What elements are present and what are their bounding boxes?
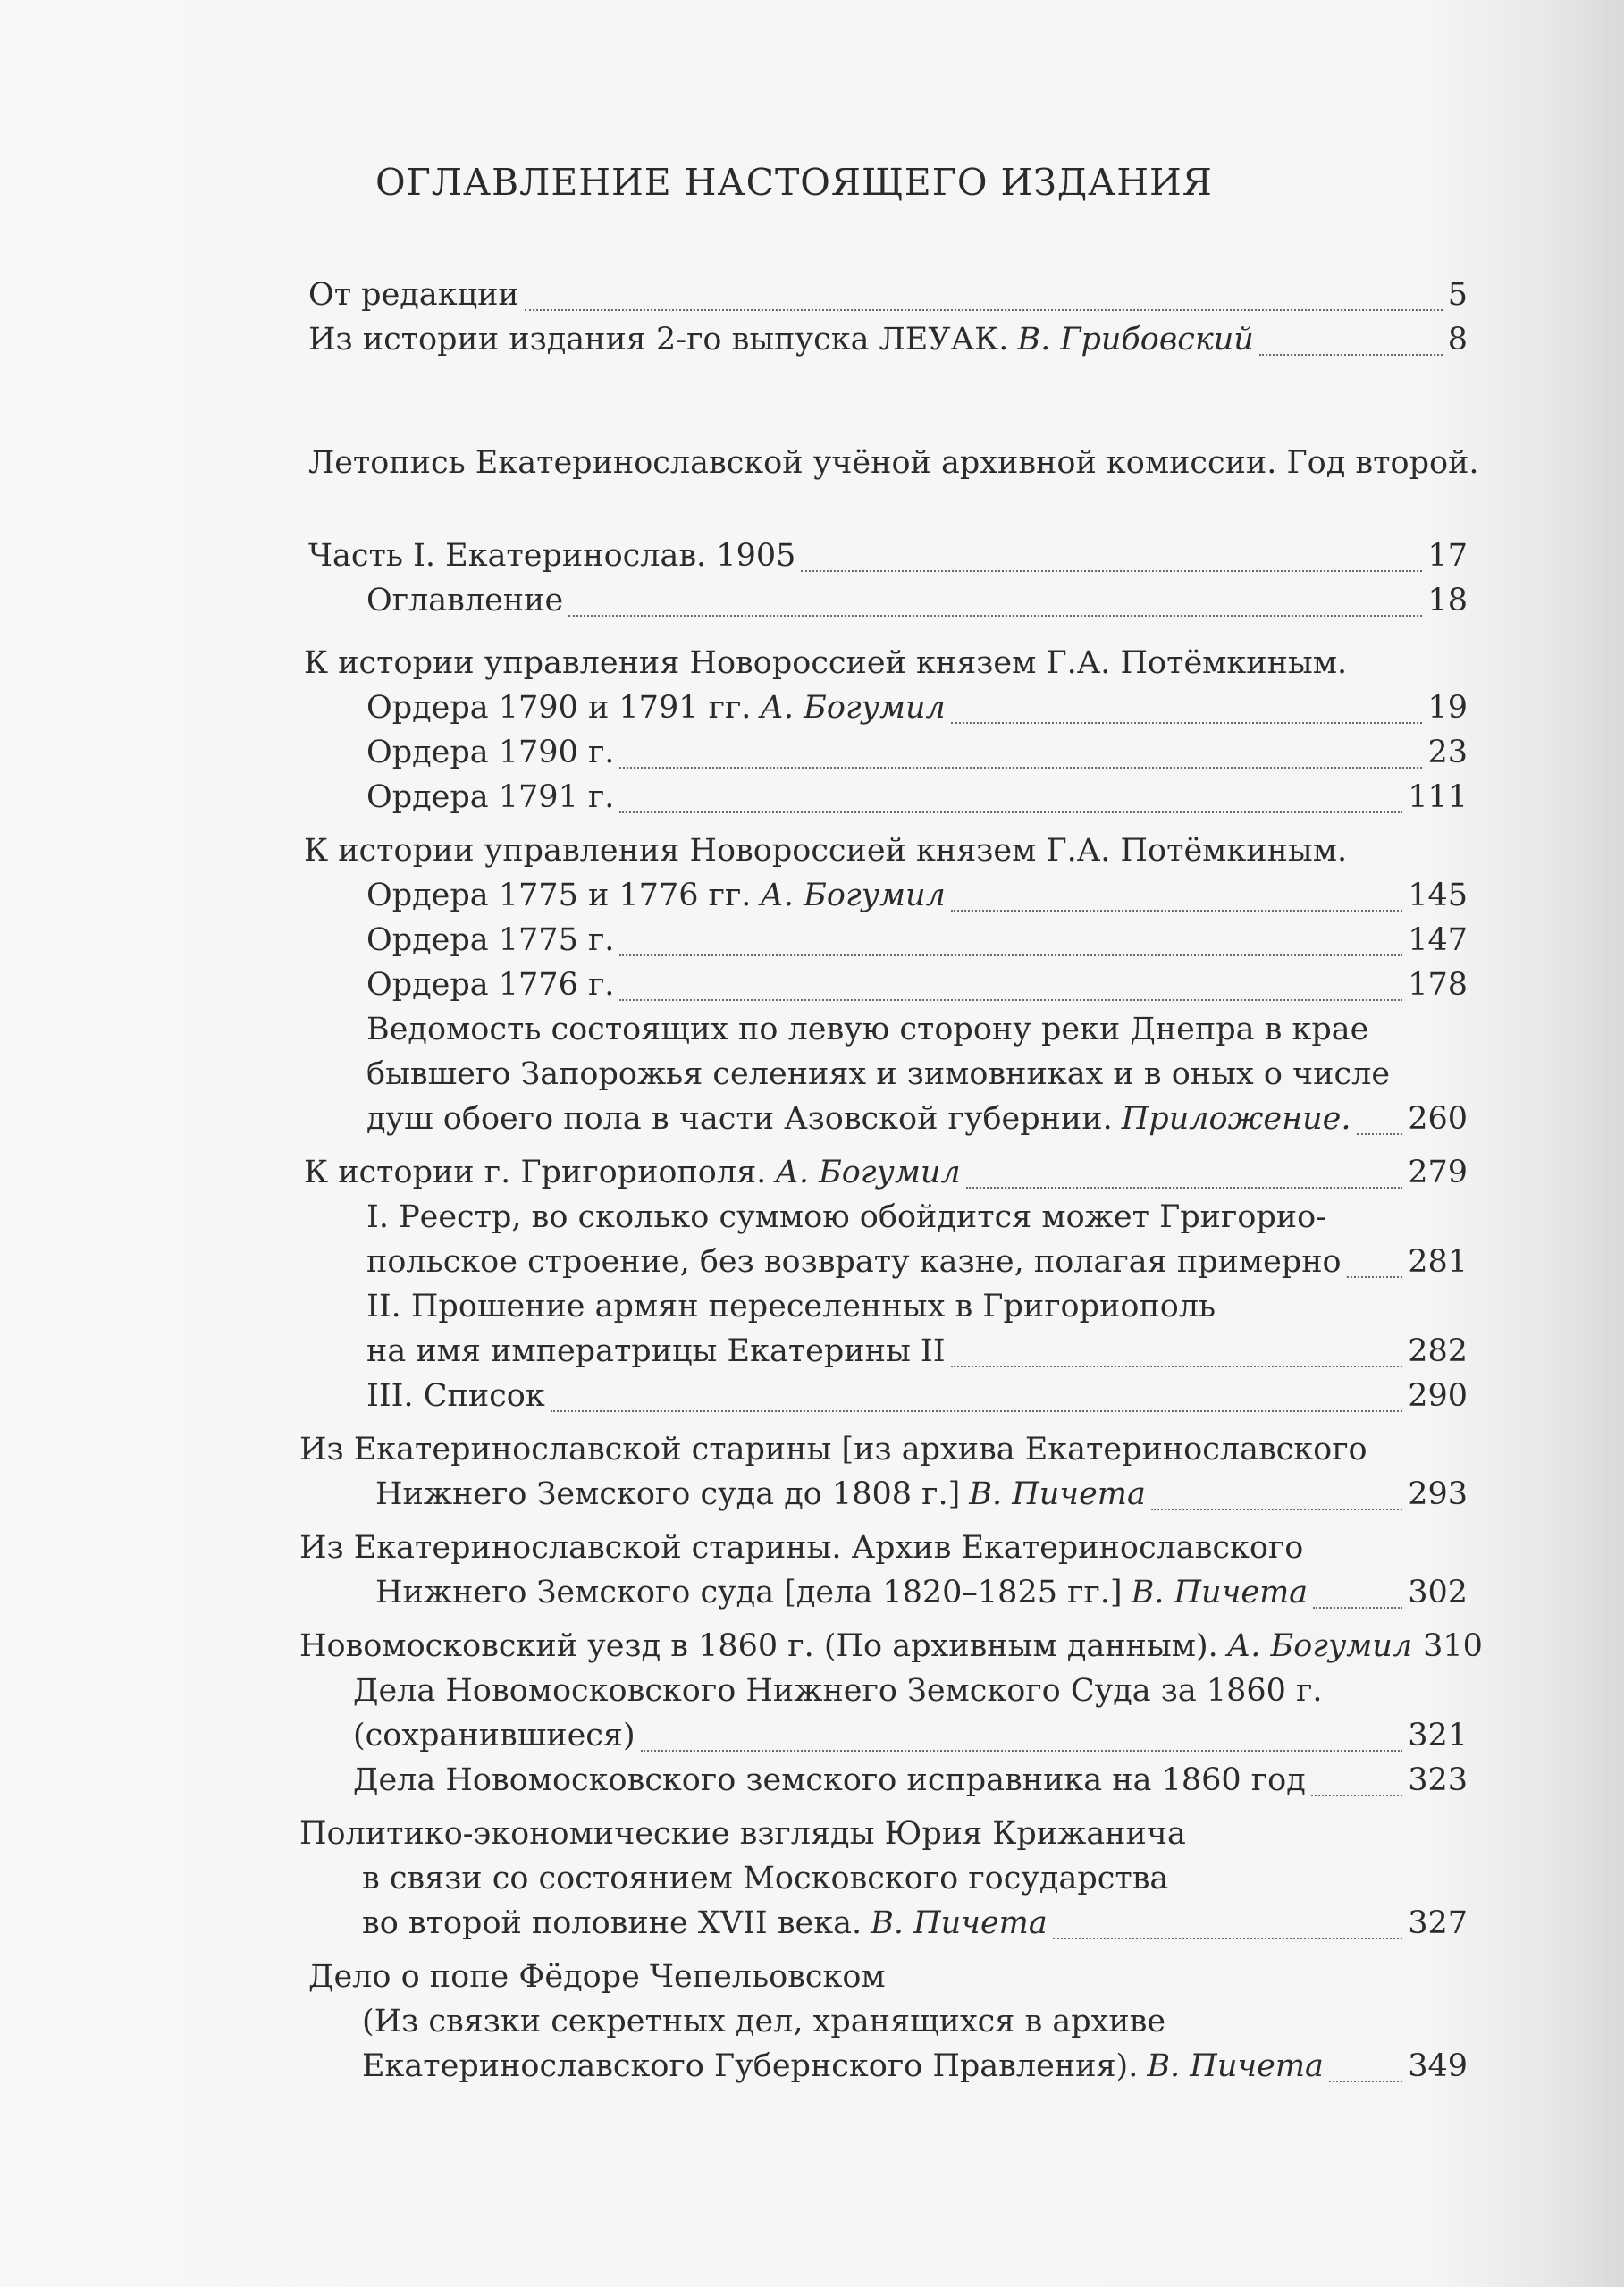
toc-entry: [366, 878, 1468, 921]
toc-entry: [353, 1762, 1468, 1805]
toc-entry-text: (сохранившиеся): [353, 1718, 635, 1753]
toc-entry: [366, 1199, 1326, 1235]
toc-entry: [362, 2004, 1165, 2039]
toc-entry-text: польское строение, без возврату казне, полагая примерно: [366, 1244, 1342, 1280]
toc-entry: [366, 690, 1468, 733]
toc-entry: [353, 1673, 1323, 1709]
toc-entry-text: От редакции: [308, 277, 519, 313]
toc-page-number: 178: [1408, 967, 1468, 1003]
toc-entry-text: (Из связки секретных дел, хранящихся в архиве: [362, 2004, 1166, 2039]
toc-entry: [366, 922, 1468, 965]
toc-page-number: 19: [1427, 690, 1468, 726]
toc-entry: [308, 1959, 886, 1995]
toc-entry: [366, 735, 1468, 778]
toc-entry: [366, 779, 1468, 822]
toc-entry: [366, 1012, 1368, 1047]
toc-entry-author: В. Пичета: [871, 1905, 1048, 1941]
toc-entry: [299, 1816, 1186, 1852]
toc-entry-text: Из Екатеринославской старины. Архив Екатеринославского: [299, 1530, 1304, 1566]
toc-page-number: 260: [1408, 1101, 1468, 1137]
toc-entry-text: Новомосковский уезд в 1860 г. (По архивным данным).: [299, 1628, 1218, 1664]
toc-entry: [366, 1378, 1468, 1421]
toc-page-number: 281: [1408, 1244, 1468, 1280]
toc-entry-author: А. Богумил: [775, 1155, 961, 1190]
toc-entry: [308, 277, 1468, 320]
dot-leader: [951, 722, 1423, 724]
toc-entry: [304, 1155, 1468, 1198]
toc-entry-text: Дела Новомосковского земского исправника на 1860 год: [353, 1762, 1306, 1798]
dot-leader: [641, 1750, 1403, 1752]
dot-leader: [619, 811, 1402, 813]
toc-entry-text: Нижнего Земского суда [дела 1820–1825 гг.]: [375, 1575, 1123, 1610]
dot-leader: [1329, 2081, 1402, 2082]
dot-leader: [619, 767, 1422, 769]
toc-entry-text: Ордера 1776 г.: [366, 967, 615, 1003]
toc-entry: [366, 1056, 1390, 1092]
toc-entry-text: Ордера 1790 г.: [366, 735, 615, 770]
dot-leader: [1347, 1276, 1403, 1278]
toc-entry: [366, 1289, 1216, 1324]
toc-page-number: 111: [1408, 779, 1468, 815]
page-title: ОГЛАВЛЕНИЕ НАСТОЯЩЕГО ИЗДАНИЯ: [375, 161, 1213, 204]
dot-leader: [1053, 1938, 1402, 1939]
toc-entry-text: I. Реестр, во сколько суммою обойдится может Григорио-: [366, 1199, 1327, 1235]
toc-entry-text: Екатеринославского Губернского Правления).: [362, 2048, 1139, 2084]
toc-entry-text: Ордера 1791 г.: [366, 779, 615, 815]
section-heading: Летопись Екатеринославской учёной архивной комиссии. Год второй.: [308, 445, 1479, 481]
toc-entry-text: III. Список: [366, 1378, 545, 1414]
toc-entry: [362, 2048, 1468, 2091]
toc-page-number: 302: [1408, 1575, 1468, 1610]
dot-leader: [619, 954, 1402, 956]
toc-page-number: 23: [1427, 735, 1468, 770]
toc-page-number: 293: [1408, 1476, 1468, 1512]
toc-page-number: 327: [1408, 1905, 1468, 1941]
toc-page-number: 147: [1408, 922, 1468, 958]
toc-entry: [353, 1718, 1468, 1761]
toc-entry-author: В. Грибовский: [1017, 322, 1254, 357]
dot-leader: [1313, 1607, 1402, 1609]
dot-leader: [1151, 1509, 1402, 1510]
toc-page-number: 18: [1427, 583, 1468, 618]
toc-page-number: 290: [1408, 1378, 1468, 1414]
toc-entry-text: Из истории издания 2-го выпуска ЛЕУАК.: [308, 322, 1009, 357]
toc-entry: [299, 1432, 1367, 1467]
dot-leader: [801, 570, 1422, 572]
dot-leader: [951, 910, 1402, 912]
toc-page-number: 323: [1408, 1762, 1468, 1798]
toc-entry: [308, 322, 1468, 365]
toc-entry: [366, 1333, 1468, 1376]
toc-entry: [366, 1101, 1468, 1144]
toc-entry-text: Из Екатеринославской старины [из архива Екатеринославского: [299, 1432, 1367, 1467]
toc-entry-text: К истории управления Новороссией князем Г.А. Потёмкиным.: [304, 645, 1348, 681]
toc-page-number: 282: [1408, 1333, 1468, 1369]
toc-entry-author: В. Пичета: [1131, 1575, 1308, 1610]
toc-entry-text: Дела Новомосковского Нижнего Земского Суда за 1860 г.: [353, 1673, 1323, 1709]
toc-page-number: 279: [1408, 1155, 1468, 1190]
toc-entry-text: Ордера 1775 и 1776 гг.: [366, 878, 752, 913]
toc-entry-text: душ обоего пола в части Азовской губернии.: [366, 1101, 1113, 1137]
toc-entry-text: К истории управления Новороссией князем Г.А. Потёмкиным.: [304, 833, 1348, 869]
toc-entry-text: Оглавление: [366, 583, 564, 618]
toc-page-number: 5: [1447, 277, 1468, 313]
toc-entry: [304, 645, 1347, 681]
toc-entry: [366, 583, 1468, 626]
toc-entry: [366, 967, 1468, 1010]
toc-entry-text: Политико-экономические взгляды Юрия Крижанича: [299, 1816, 1186, 1852]
toc-page-number: 321: [1408, 1718, 1468, 1753]
toc-entry-text: Ордера 1775 г.: [366, 922, 615, 958]
dot-leader: [1311, 1795, 1402, 1796]
toc-entry-author: А. Богумил: [1226, 1628, 1413, 1664]
toc-entry: [299, 1530, 1303, 1566]
toc-entry: [304, 833, 1347, 869]
dot-leader: [951, 1366, 1403, 1367]
toc-entry: [362, 1905, 1468, 1948]
toc-entry: [366, 1244, 1468, 1287]
toc-entry-text: в связи со состоянием Московского государства: [362, 1861, 1169, 1896]
toc-entry-text: во второй половине XVII века.: [362, 1905, 862, 1941]
toc-entry-text: бывшего Запорожья селениях и зимовниках и в оных о числе: [366, 1056, 1391, 1092]
toc-page-number: 310: [1423, 1628, 1483, 1664]
toc-entry-text: на имя императрицы Екатерины II: [366, 1333, 946, 1369]
dot-leader: [568, 615, 1422, 617]
toc-entry: [375, 1476, 1468, 1519]
dot-leader: [966, 1187, 1402, 1189]
toc-entry-author: Приложение.: [1121, 1101, 1351, 1137]
toc-entry-text: II. Прошение армян переселенных в Григориополь: [366, 1289, 1216, 1324]
dot-leader: [525, 309, 1443, 311]
toc-entry-text: К истории г. Григориополя.: [304, 1155, 767, 1190]
toc-page-number: 17: [1427, 538, 1468, 574]
toc-entry-author: А. Богумил: [760, 878, 946, 913]
toc-entry-author: А. Богумил: [760, 690, 946, 726]
toc-entry-text: Ордера 1790 и 1791 гг.: [366, 690, 752, 726]
dot-leader: [619, 999, 1402, 1001]
toc-entry: [362, 1861, 1168, 1896]
dot-leader: [551, 1410, 1402, 1412]
toc-entry-text: Нижнего Земского суда до 1808 г.]: [375, 1476, 961, 1512]
toc-entry-author: В. Пичета: [1147, 2048, 1324, 2084]
toc-entry: [308, 538, 1468, 581]
dot-leader: [1357, 1133, 1403, 1135]
toc-entry: [375, 1575, 1468, 1618]
toc-entry-text: Дело о попе Фёдоре Чепельовском: [308, 1959, 886, 1995]
toc-entry-text: Часть I. Екатеринослав. 1905: [308, 538, 796, 574]
toc-page-number: 8: [1447, 322, 1468, 357]
toc-page-number: 145: [1408, 878, 1468, 913]
toc-entry-text: Ведомость состоящих по левую сторону реки Днепра в крае: [366, 1012, 1369, 1047]
toc-entry: [299, 1628, 1483, 1671]
toc-page-number: 349: [1408, 2048, 1468, 2084]
toc-entry-author: В. Пичета: [969, 1476, 1146, 1512]
dot-leader: [1259, 354, 1443, 356]
